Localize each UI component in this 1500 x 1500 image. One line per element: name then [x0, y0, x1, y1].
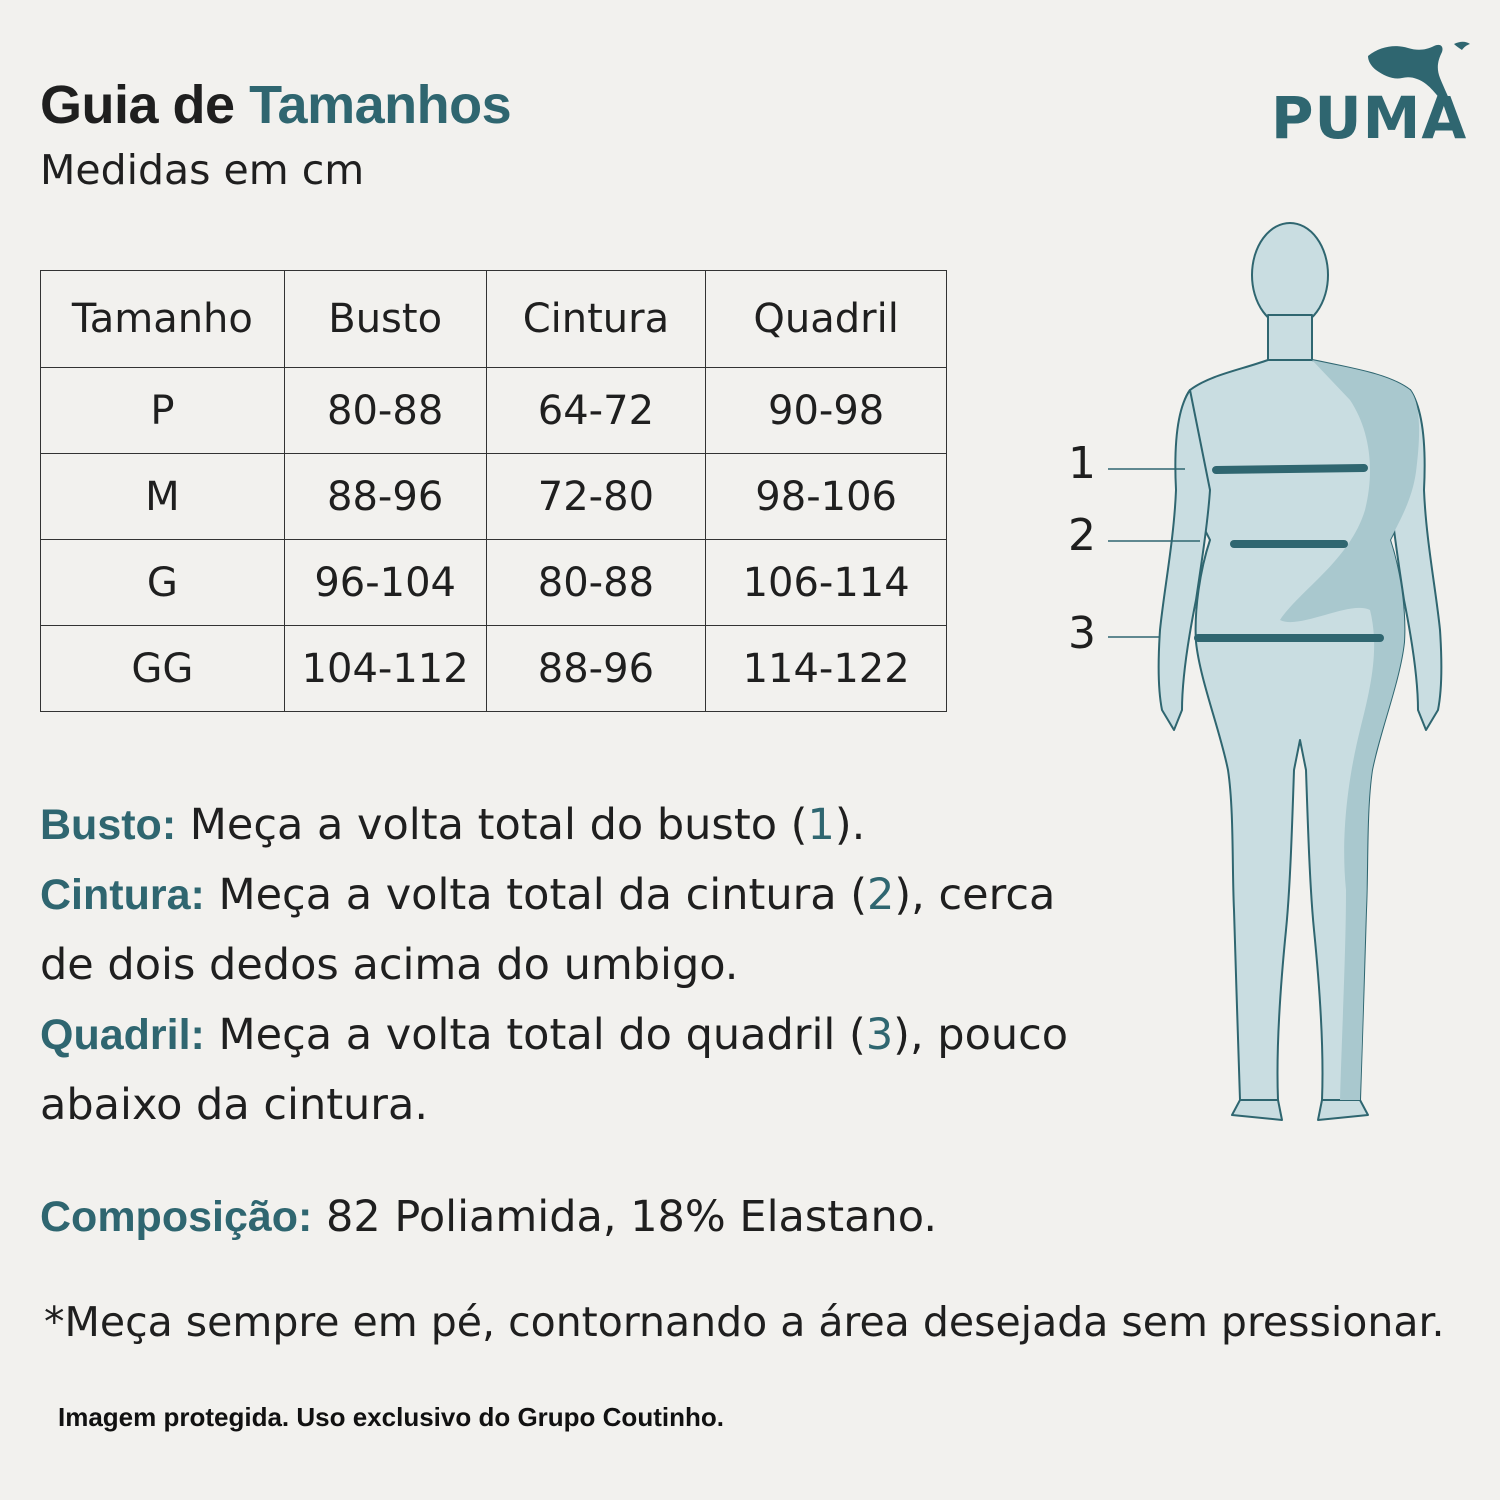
- table-cell: 64-72: [486, 368, 706, 454]
- table-cell: 72-80: [486, 454, 706, 540]
- table-cell: 96-104: [284, 540, 486, 626]
- table-cell: 88-96: [284, 454, 486, 540]
- header-cintura: Cintura: [486, 271, 706, 368]
- size-table: [40, 270, 947, 712]
- quadril-text-before: Meça a volta total do quadril (: [204, 1010, 866, 1060]
- table-header-row: [41, 271, 947, 368]
- table-cell: M: [41, 454, 285, 540]
- cintura-text-before: Meça a volta total da cintura (: [204, 870, 868, 920]
- label-quadril: Quadril:: [40, 1011, 205, 1059]
- table-cell: 80-88: [284, 368, 486, 454]
- marker-2: 2: [1068, 510, 1096, 561]
- table-cell: P: [41, 368, 285, 454]
- logo-text: PUMA: [1271, 84, 1468, 144]
- composition: [40, 1182, 1120, 1252]
- figure-left-foot: [1232, 1100, 1282, 1120]
- figure-neck: [1268, 315, 1312, 360]
- table-cell: 80-88: [486, 540, 706, 626]
- table-row: [41, 626, 947, 712]
- figure-right-foot: [1318, 1100, 1368, 1120]
- table-cell: GG: [41, 626, 285, 712]
- instruction-cintura: [40, 860, 1120, 1000]
- table-cell: 88-96: [486, 626, 706, 712]
- busto-num: 1: [807, 800, 835, 850]
- puma-logo: [1268, 38, 1473, 144]
- marker-3: 3: [1068, 608, 1096, 659]
- busto-text-after: ).: [834, 800, 866, 850]
- label-composicao: Composição:: [40, 1193, 313, 1241]
- page-subtitle: Medidas em cm: [40, 146, 365, 194]
- table-cell: 98-106: [706, 454, 947, 540]
- header-busto: Busto: [284, 271, 486, 368]
- measurement-note: *Meça sempre em pé, contornando a área desejada sem pressionar.: [44, 1298, 1445, 1346]
- band-1: [1216, 468, 1364, 470]
- table-cell: 114-122: [706, 626, 947, 712]
- header-tamanho: Tamanho: [41, 271, 285, 368]
- table-row: [41, 540, 947, 626]
- title-part1: Guia de: [40, 75, 235, 135]
- header-quadril: Quadril: [706, 271, 947, 368]
- cintura-num: 2: [867, 870, 895, 920]
- figure-head: [1252, 223, 1328, 327]
- table-cell: 90-98: [706, 368, 947, 454]
- quadril-num: 3: [865, 1010, 894, 1060]
- page-title: [40, 75, 512, 135]
- table-cell: 106-114: [706, 540, 947, 626]
- title-part2: Tamanhos: [249, 75, 512, 135]
- label-busto: Busto:: [40, 801, 177, 849]
- watermark: Imagem protegida. Uso exclusivo do Grupo Coutinho.: [58, 1402, 724, 1432]
- instruction-quadril: [40, 1000, 1120, 1140]
- busto-text-before: Meça a volta total do busto (: [176, 800, 808, 850]
- table-row: [41, 368, 947, 454]
- composition-text: 82 Poliamida, 18% Elastano.: [312, 1192, 937, 1242]
- quadril-text-after: ), pouco abaixo da cintura.: [40, 1010, 1069, 1130]
- table-row: [41, 454, 947, 540]
- marker-1: 1: [1068, 438, 1096, 489]
- cintura-text-after: ), cerca de dois dedos acima do umbigo.: [40, 870, 1056, 990]
- label-cintura: Cintura:: [40, 871, 205, 919]
- table-cell: G: [41, 540, 285, 626]
- instruction-busto: [40, 790, 1120, 860]
- table-cell: 104-112: [284, 626, 486, 712]
